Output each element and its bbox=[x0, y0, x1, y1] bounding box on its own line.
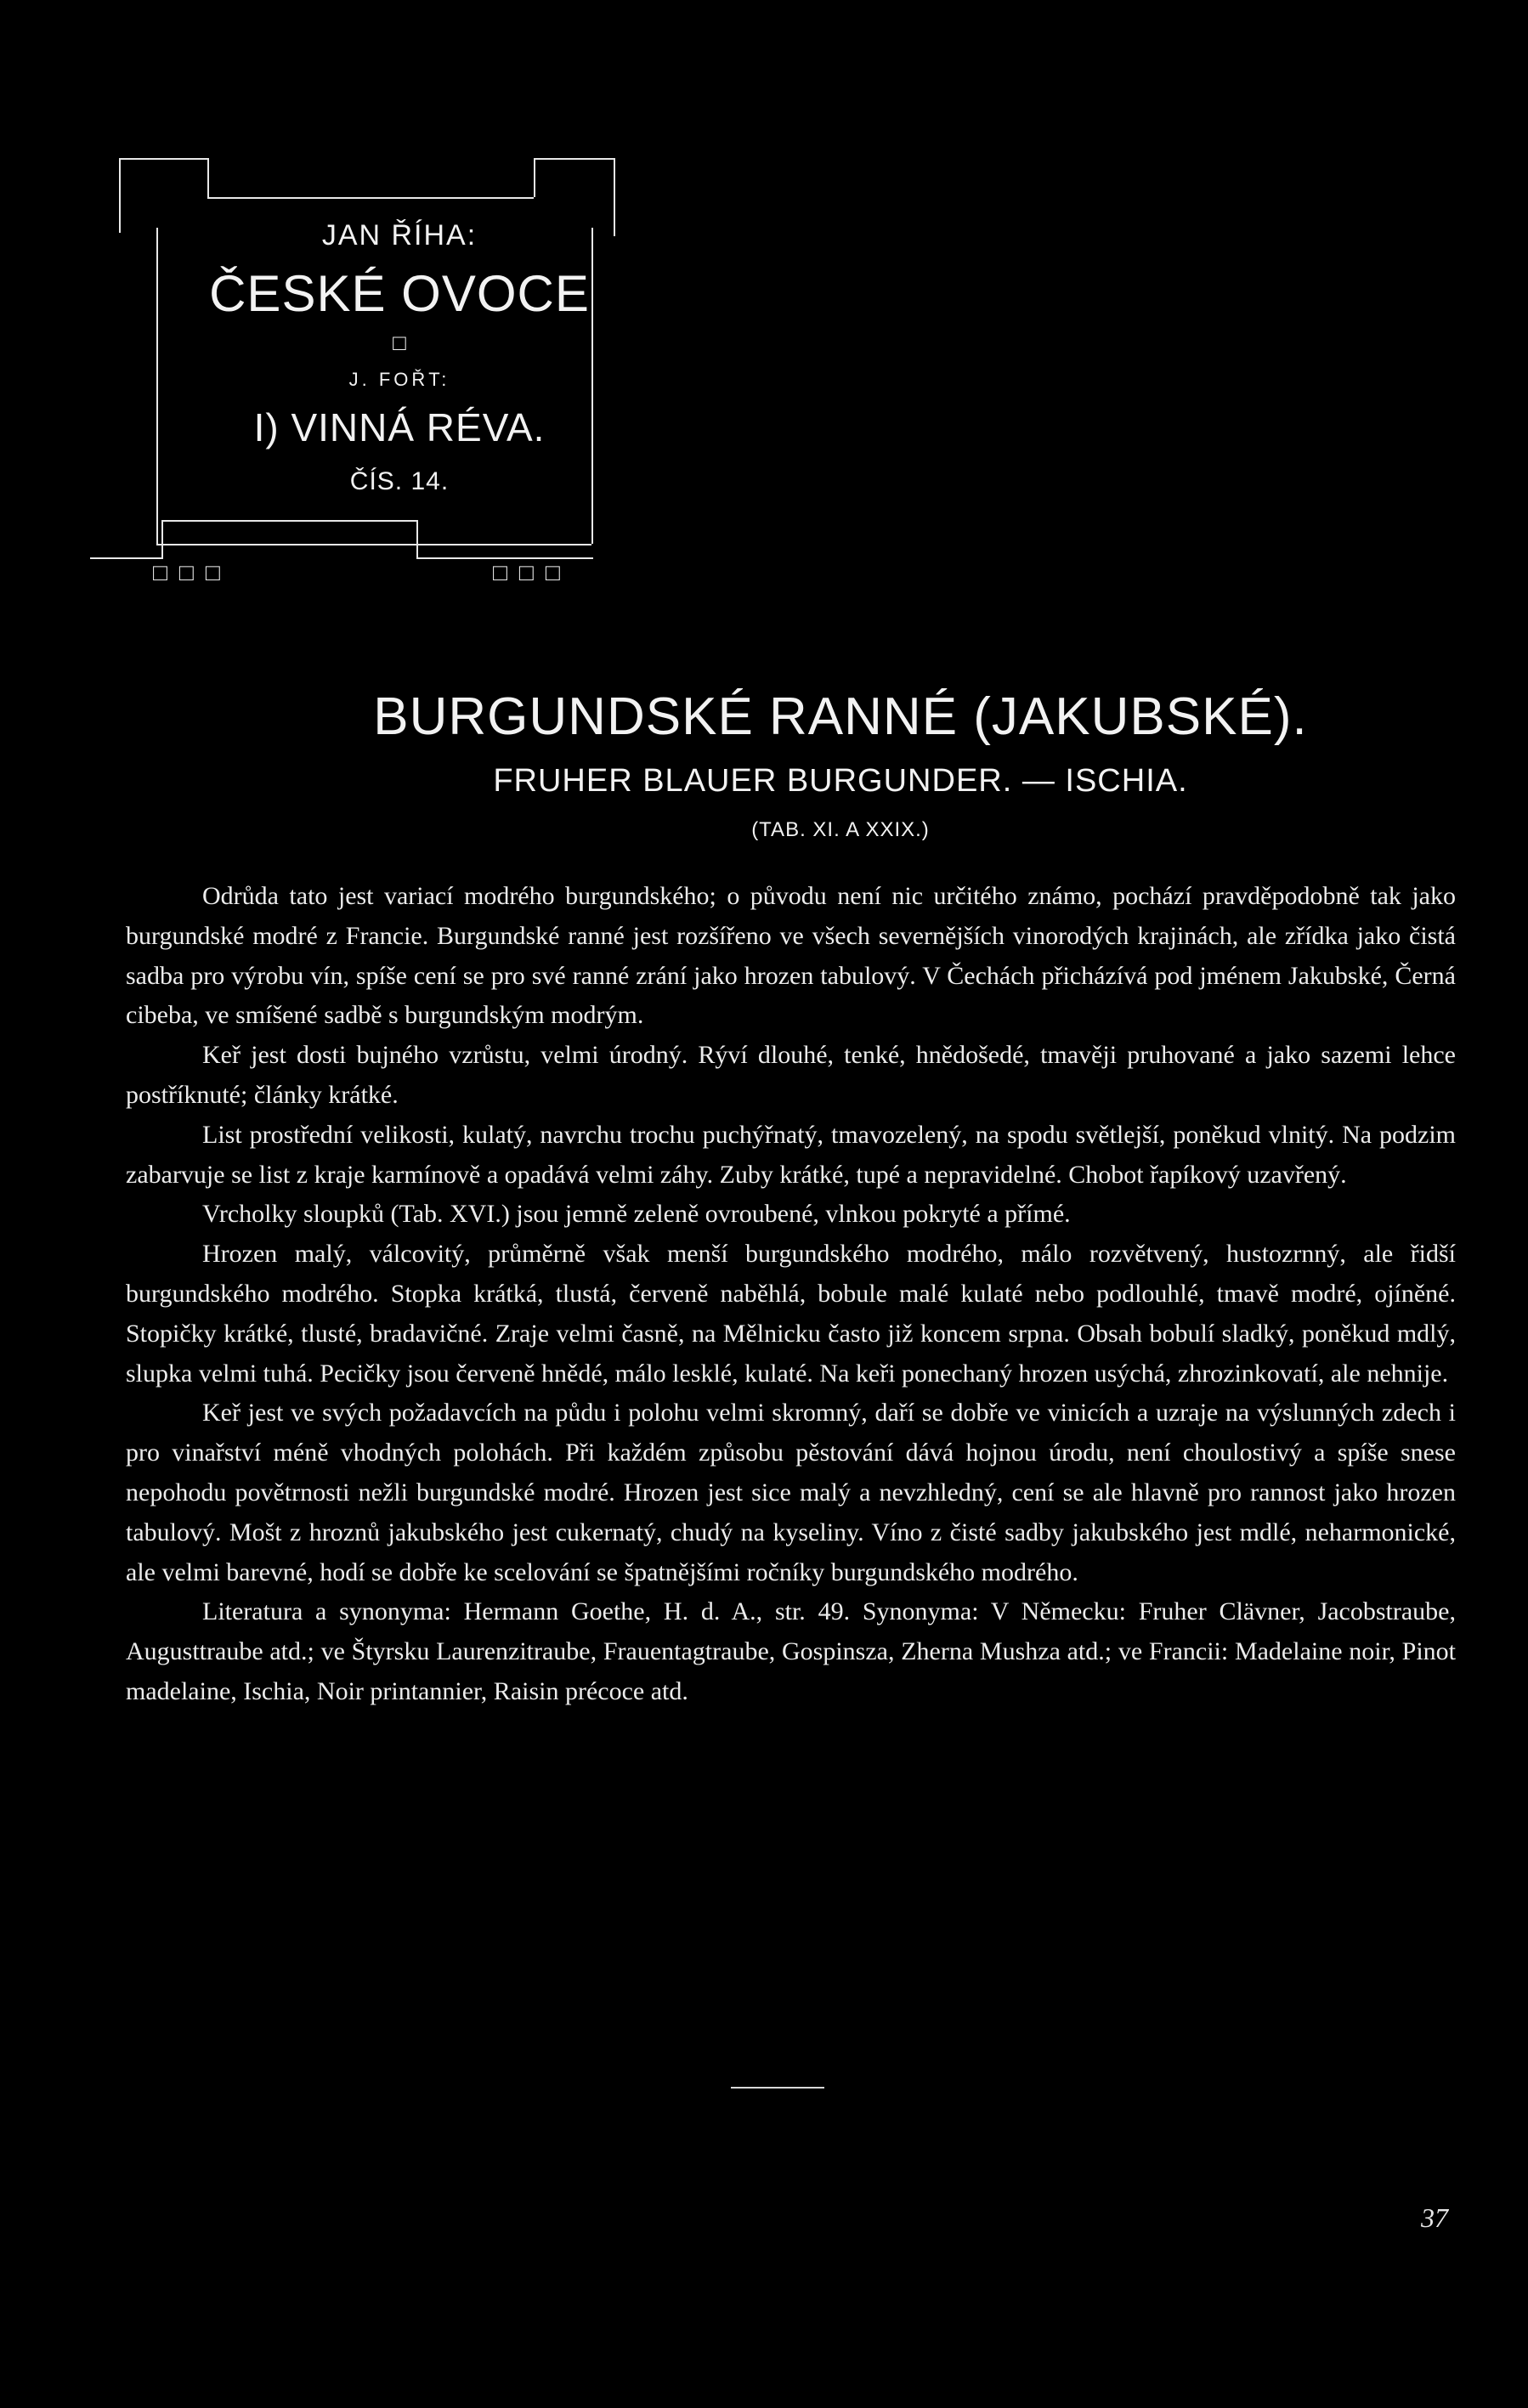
frame-line bbox=[161, 520, 163, 559]
frame-line bbox=[156, 228, 158, 544]
paragraph: Vrcholky sloupků (Tab. XVI.) jsou jemně zeleně ovroubené, vlnkou pokryté a přímé. bbox=[202, 1200, 1071, 1229]
frame-line bbox=[534, 158, 614, 160]
paragraph: List prostřední velikosti, kulatý, navrchu trochu puchýřnatý, tmavozelený, na spodu světlejší, poněkud vlnitý. Na podzim zabarvuje se list z kraje karmínově a opadává velmi záhy. Zuby krátké, tupé a nepravidelné. Chobot řapíkový uzavřený. bbox=[126, 1120, 1456, 1189]
frame-line bbox=[119, 158, 121, 233]
paragraph: Keř jest ve svých požadavcích na půdu i polohu velmi skromný, daří se dobře ve vinicích a uzraje na výslunných zdech i pro vinařství méně vhodných polohách. Při každém způsobu pěstování dává hojnou úrodu, není choulostivý a spíše snese nepohodu povětrnosti nežli burgundské modré. Hrozen jest sice malý a nevzhledný, cení se ale hlavně pro rannost jako hrozen tabulový. Mošt z hroznů jakubského jest cukernatý, chudý na kyseliny. Víno z čisté sadby jakubského jest mdlé, neharmonické, ale velmi barevné, hodí se dobře ke scelování se špatnějšími ročníky burgundského modrého. bbox=[126, 1399, 1456, 1586]
paragraph: Hrozen malý, válcovitý, průměrně však menší burgundského modrého, málo rozvětvený, hustozrnný, ale řidší burgundského modrého. Stopka krátká, tlustá, červeně naběhlá, bobule malé kulaté nebo podlouhlé, tmavě modré, ojíněné. Stopičky krátké, tlusté, bradavičné. Zraje velmi časně, na Mělnicku často již koncem srpna. Obsah bobulí sladký, poněkud mdlý, slupka velmi tuhá. Pecičky jsou červeně hnědé, málo lesklé, kulaté. Na keři ponechaný hrozen usýchá, zhrozinkovatí, ale nehnije. bbox=[126, 1240, 1456, 1388]
frame-line bbox=[90, 557, 161, 559]
frame-line bbox=[119, 158, 207, 160]
issue-number: ČÍS. 14. bbox=[349, 467, 450, 495]
series-header-text bbox=[178, 221, 620, 495]
series-header-box bbox=[119, 153, 629, 595]
decorative-squares-left: □□□ bbox=[153, 559, 232, 585]
article-body bbox=[126, 877, 1456, 1712]
article-title: BURGUNDSKÉ RANNÉ (JAKUBSKÉ). bbox=[373, 687, 1308, 746]
frame-line bbox=[161, 520, 416, 522]
frame-line bbox=[207, 158, 209, 197]
end-rule bbox=[731, 2087, 824, 2089]
frame-line bbox=[416, 520, 418, 559]
frame-line bbox=[534, 158, 535, 197]
paragraph: Odrůda tato jest variací modrého burgundského; o původu není nic určitého známo, pochází pravděpodobně tak jako burgundské modré z Francie. Burgundské ranné jest rozšířeno ve všech severnějších vinorodých krajinách, ale zřídka jako čistá sadba pro výrobu vín, spíše cení se pro své ranné zrání jako hrozen tabulový. V Čechách přicházívá pod jménem Jakubské, Černá cibeba, ve smíšené sadbě s burgundským modrým. bbox=[126, 882, 1456, 1030]
plate-reference: (TAB. XI. A XXIX.) bbox=[751, 818, 930, 841]
frame-line bbox=[156, 544, 591, 545]
separator-square-icon: □ bbox=[393, 330, 406, 355]
paragraph: Literatura a synonyma: Hermann Goethe, H. d. A., str. 49. Synonyma: V Německu: Fruher Clävner, Jacobstraube, Augusttraube atd.; ve Štyrsku Laurenzitraube, Frauentagtraube, Gospinsza, Zherna Mushza atd.; ve Francii: Madelaine noir, Pinot madelaine, Ischia, Noir printannier, Raisin précoce atd. bbox=[126, 1597, 1456, 1705]
series-title: ČESKÉ OVOCE bbox=[209, 265, 590, 322]
page-number: 37 bbox=[1421, 2202, 1448, 2233]
frame-line bbox=[207, 197, 534, 199]
author-name: JAN ŘÍHA: bbox=[321, 219, 478, 252]
paragraph: Keř jest dosti bujného vzrůstu, velmi úrodný. Rýví dlouhé, tenké, hnědošedé, tmavěji pruhované a jako sazemi lehce postříknuté; články krátké. bbox=[126, 1041, 1456, 1109]
article-subtitle: FRUHER BLAUER BURGUNDER. — ISCHIA. bbox=[493, 763, 1188, 799]
editor-name: J. FOŘT: bbox=[348, 369, 450, 390]
decorative-squares-right: □□□ bbox=[493, 559, 572, 585]
volume-title: I) VINNÁ RÉVA. bbox=[253, 405, 546, 449]
